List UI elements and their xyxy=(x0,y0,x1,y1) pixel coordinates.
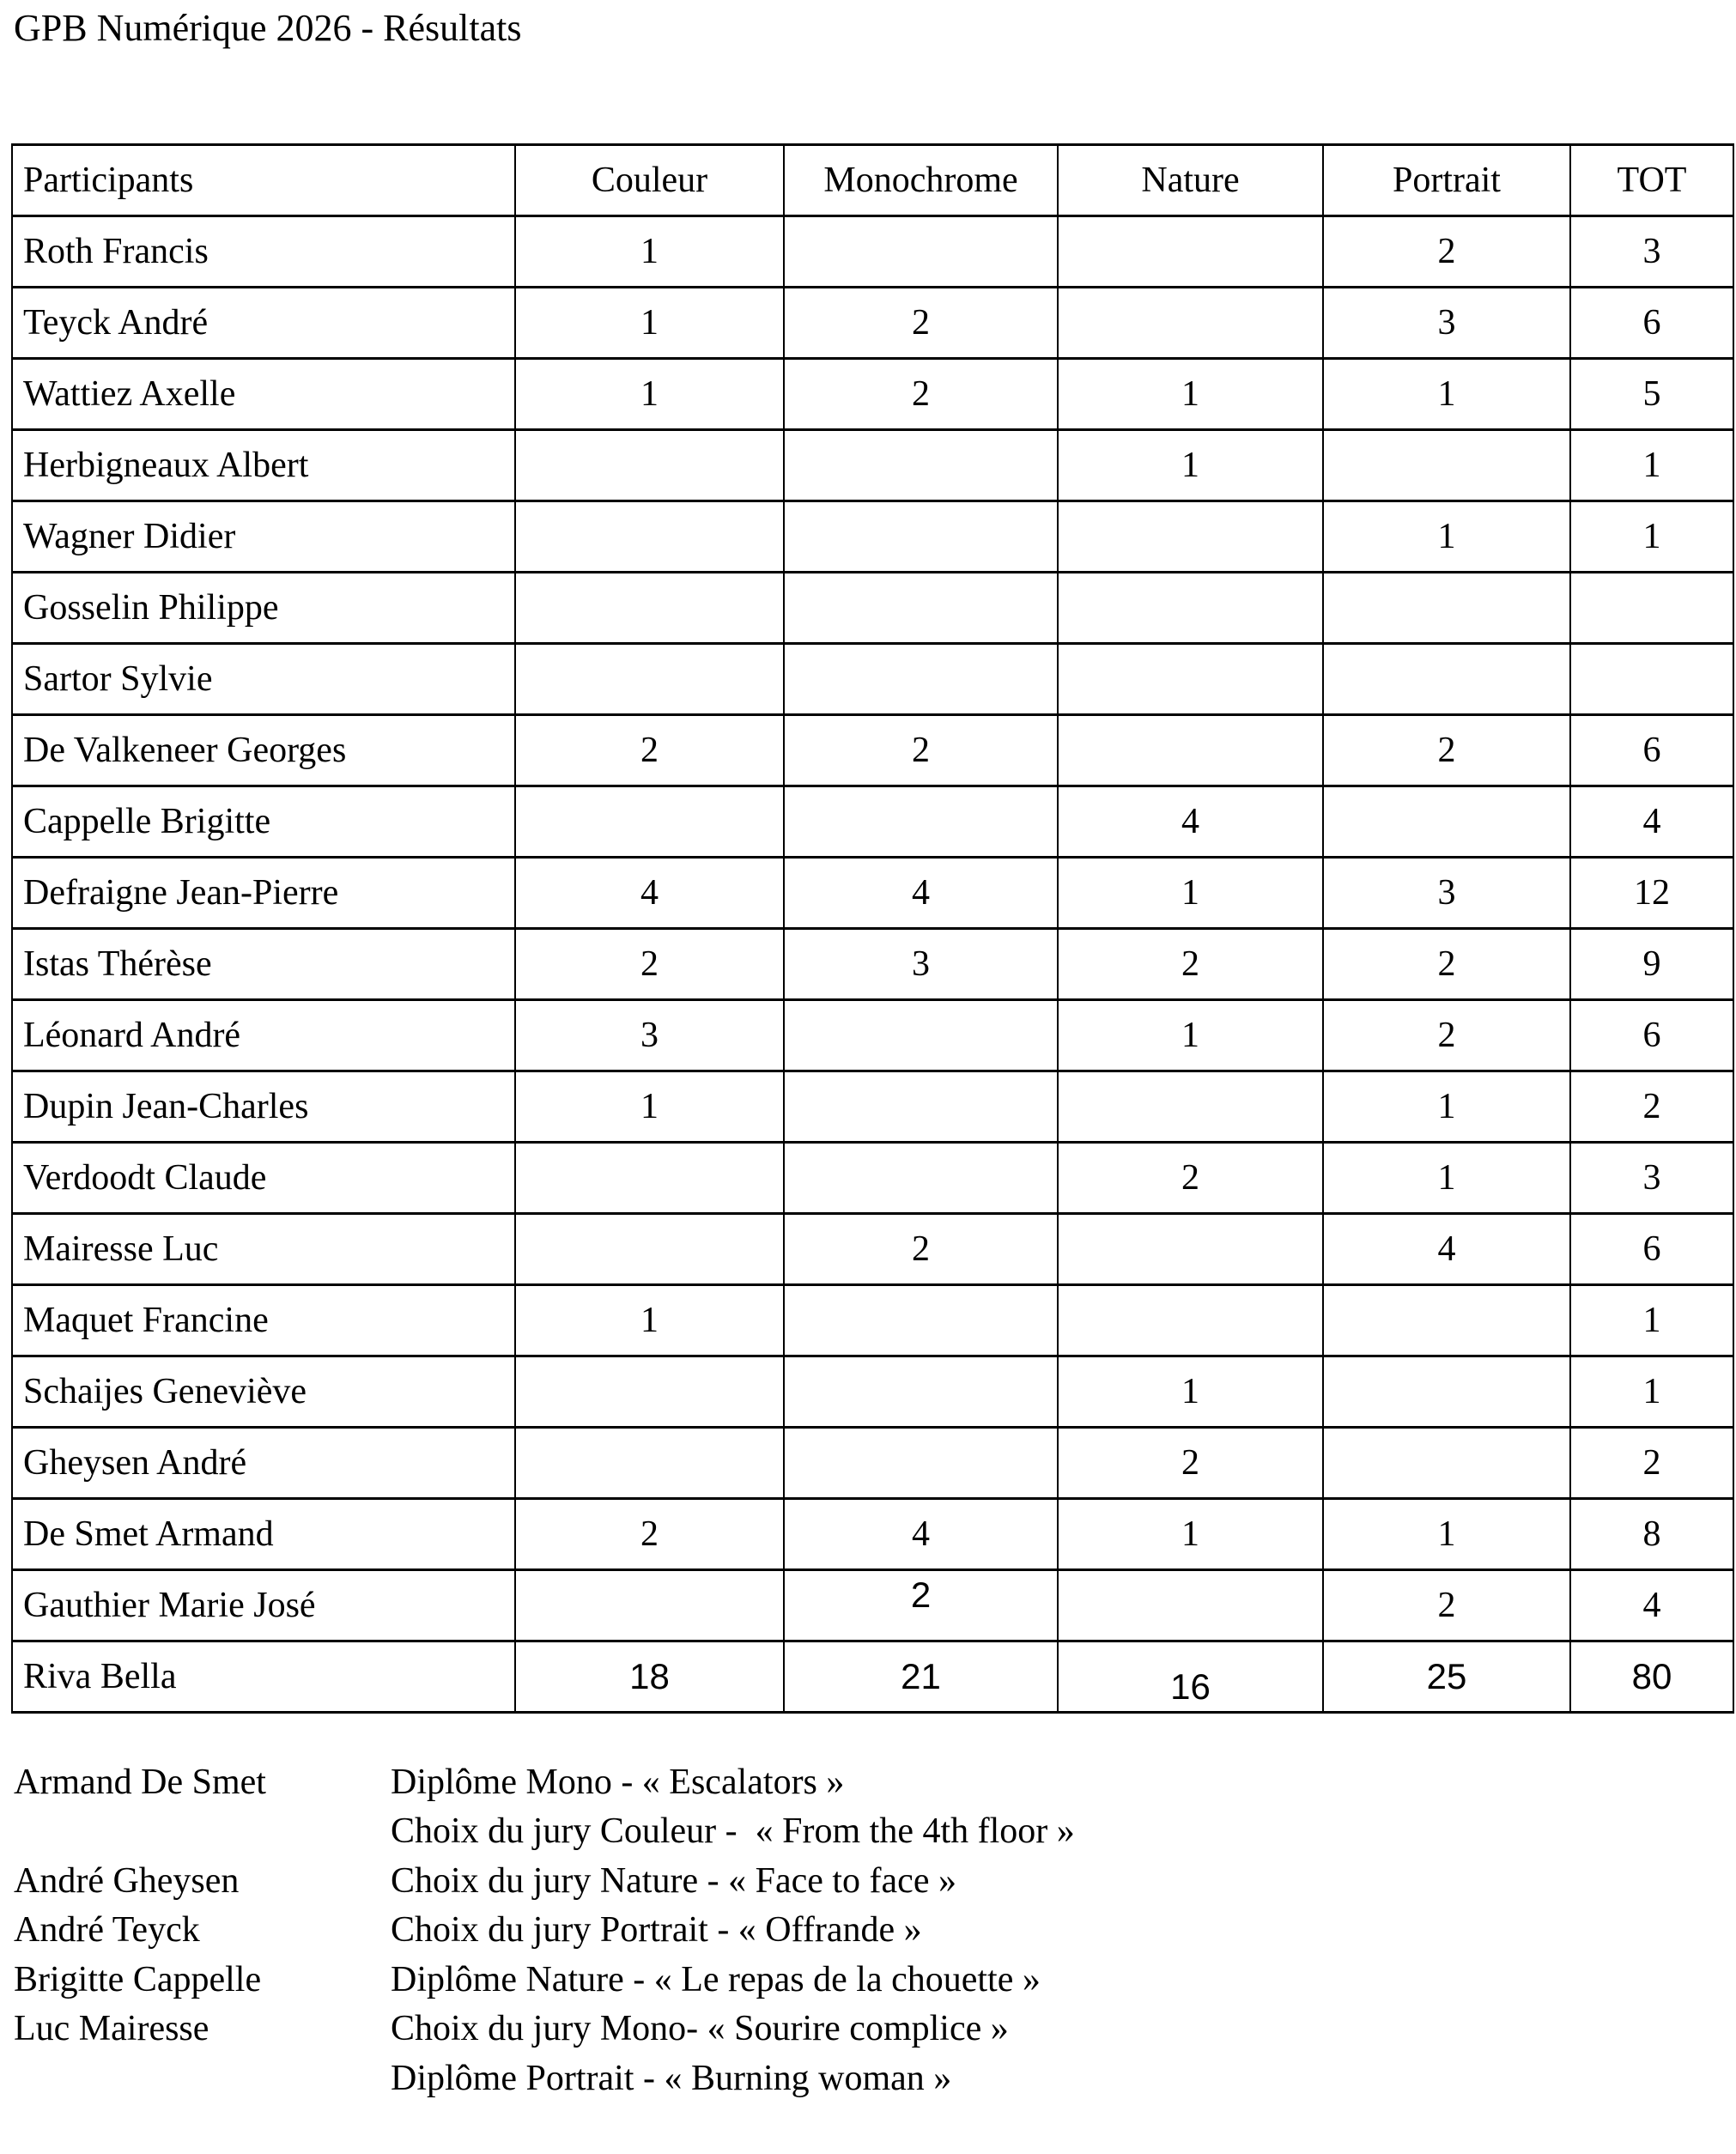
score-value: 2 xyxy=(912,730,930,770)
score-cell xyxy=(1058,1284,1323,1356)
score-value: 4 xyxy=(1642,1585,1661,1625)
total-cell xyxy=(1570,999,1733,1071)
score-value: 21 xyxy=(901,1655,941,1696)
score-cell xyxy=(515,501,784,572)
total-cell xyxy=(1570,643,1733,714)
score-cell xyxy=(1323,714,1570,786)
score-value: 9 xyxy=(1642,944,1661,984)
table-row xyxy=(12,215,1733,287)
score-value: 8 xyxy=(1642,1514,1661,1554)
score-cell xyxy=(784,1498,1058,1569)
score-cell xyxy=(1058,1569,1323,1641)
table-row xyxy=(12,857,1733,928)
table-row xyxy=(12,1356,1733,1427)
participant-name-cell: Riva Bella xyxy=(12,1641,515,1712)
score-value: 1 xyxy=(640,1300,659,1340)
score-value: 3 xyxy=(1437,872,1456,913)
score-value: 1 xyxy=(640,231,659,271)
header-cell-monochrome: Monochrome xyxy=(784,144,1058,215)
score-cell xyxy=(1323,1569,1570,1641)
score-cell xyxy=(515,1427,784,1498)
score-value: 4 xyxy=(1642,801,1661,841)
score-value: 2 xyxy=(912,373,930,414)
total-cell xyxy=(1570,429,1733,501)
score-value: 16 xyxy=(1170,1666,1211,1707)
score-cell xyxy=(1323,1142,1570,1213)
score-value: 2 xyxy=(1181,944,1199,984)
award-row xyxy=(14,1906,1736,1956)
score-cell xyxy=(1058,1427,1323,1498)
score-value: 4 xyxy=(1181,801,1199,841)
score-cell xyxy=(1058,857,1323,928)
score-cell xyxy=(515,358,784,429)
score-cell xyxy=(784,287,1058,358)
award-row xyxy=(14,2005,1736,2054)
score-cell xyxy=(1323,643,1570,714)
participant-name-cell: Mairesse Luc xyxy=(12,1213,515,1284)
total-cell xyxy=(1570,1498,1733,1569)
score-value: 1 xyxy=(1437,1157,1456,1198)
table-row xyxy=(12,1569,1733,1641)
awards-section xyxy=(14,1758,1736,2104)
score-cell xyxy=(515,857,784,928)
score-cell xyxy=(1323,1213,1570,1284)
participant-name-cell: Gauthier Marie José xyxy=(12,1569,515,1641)
score-cell xyxy=(784,572,1058,643)
score-cell xyxy=(515,1071,784,1142)
award-description: Diplôme Mono - « Escalators » xyxy=(391,1762,845,1802)
score-value: 1 xyxy=(1642,1300,1661,1340)
score-value: 2 xyxy=(640,944,659,984)
total-cell xyxy=(1570,358,1733,429)
award-row xyxy=(14,2054,1736,2104)
score-cell xyxy=(515,1498,784,1569)
score-value: 4 xyxy=(1437,1229,1456,1269)
header-cell-participants: Participants xyxy=(12,144,515,215)
award-recipient: André Teyck xyxy=(14,1910,200,1951)
score-cell xyxy=(784,928,1058,999)
participant-name-cell: Herbigneaux Albert xyxy=(12,429,515,501)
score-cell xyxy=(1323,287,1570,358)
score-cell xyxy=(784,1427,1058,1498)
score-value: 80 xyxy=(1631,1655,1672,1696)
score-value: 3 xyxy=(1437,302,1456,343)
total-cell xyxy=(1570,1213,1733,1284)
total-cell xyxy=(1570,1641,1733,1712)
score-value: 6 xyxy=(1642,1229,1661,1269)
score-value: 4 xyxy=(640,872,659,913)
score-cell xyxy=(1058,287,1323,358)
total-cell xyxy=(1570,1569,1733,1641)
participant-name-cell: Dupin Jean-Charles xyxy=(12,1071,515,1142)
header-cell-couleur: Couleur xyxy=(515,144,784,215)
score-cell xyxy=(1058,358,1323,429)
score-value: 6 xyxy=(1642,1015,1661,1055)
score-value: 2 xyxy=(1181,1442,1199,1483)
score-cell xyxy=(784,215,1058,287)
score-value: 2 xyxy=(640,730,659,770)
score-value: 1 xyxy=(1181,1371,1199,1411)
score-value: 1 xyxy=(1642,1371,1661,1411)
score-value: 2 xyxy=(1437,231,1456,271)
total-cell xyxy=(1570,1071,1733,1142)
score-cell xyxy=(515,215,784,287)
total-cell xyxy=(1570,1427,1733,1498)
score-cell xyxy=(784,1071,1058,1142)
header-cell-portrait: Portrait xyxy=(1323,144,1570,215)
score-cell xyxy=(784,1569,1058,1641)
header-row xyxy=(12,144,1733,215)
score-value: 1 xyxy=(1437,516,1456,556)
score-value: 6 xyxy=(1642,730,1661,770)
score-cell xyxy=(784,786,1058,857)
total-cell xyxy=(1570,572,1733,643)
score-value: 2 xyxy=(910,1574,932,1615)
score-cell xyxy=(1323,1284,1570,1356)
award-row xyxy=(14,1758,1736,1808)
score-cell xyxy=(515,287,784,358)
table-row xyxy=(12,572,1733,643)
total-cell xyxy=(1570,1356,1733,1427)
score-value: 4 xyxy=(912,872,930,913)
score-cell xyxy=(515,1569,784,1641)
score-value: 1 xyxy=(1181,1514,1199,1554)
score-cell xyxy=(1058,786,1323,857)
table-row xyxy=(12,1427,1733,1498)
score-cell xyxy=(1058,215,1323,287)
score-value: 1 xyxy=(640,302,659,343)
score-value: 12 xyxy=(1634,872,1670,913)
total-cell xyxy=(1570,1142,1733,1213)
page-title: GPB Numérique 2026 - Résultats xyxy=(14,7,522,49)
table-row xyxy=(12,999,1733,1071)
table-row xyxy=(12,358,1733,429)
participant-name-cell: Defraigne Jean-Pierre xyxy=(12,857,515,928)
score-value: 2 xyxy=(1642,1086,1661,1126)
score-cell xyxy=(784,999,1058,1071)
score-value: 3 xyxy=(640,1015,659,1055)
score-cell xyxy=(515,1213,784,1284)
score-cell xyxy=(1323,928,1570,999)
score-cell xyxy=(515,429,784,501)
score-value: 3 xyxy=(1642,231,1661,271)
award-description: Choix du jury Mono- « Sourire complice » xyxy=(391,2009,1009,2049)
score-cell xyxy=(784,714,1058,786)
score-cell xyxy=(1058,928,1323,999)
score-value: 2 xyxy=(1437,944,1456,984)
participant-name-cell: Léonard André xyxy=(12,999,515,1071)
score-cell xyxy=(1323,1071,1570,1142)
score-value: 2 xyxy=(1181,1157,1199,1198)
score-value: 1 xyxy=(1181,1015,1199,1055)
score-cell xyxy=(1323,358,1570,429)
score-value: 2 xyxy=(640,1514,659,1554)
participant-name-cell: Sartor Sylvie xyxy=(12,643,515,714)
table-row xyxy=(12,786,1733,857)
score-cell xyxy=(515,1284,784,1356)
score-cell xyxy=(784,1142,1058,1213)
score-cell xyxy=(515,786,784,857)
score-cell xyxy=(1058,999,1323,1071)
table-row xyxy=(12,287,1733,358)
score-cell xyxy=(1058,714,1323,786)
participant-name-cell: Teyck André xyxy=(12,287,515,358)
header-cell-tot: TOT xyxy=(1570,144,1733,215)
award-description: Diplôme Nature - « Le repas de la chouette » xyxy=(391,1959,1041,1999)
participant-name-cell: Maquet Francine xyxy=(12,1284,515,1356)
score-cell xyxy=(784,643,1058,714)
score-cell xyxy=(784,1284,1058,1356)
participant-name-cell: Gheysen André xyxy=(12,1427,515,1498)
score-cell xyxy=(784,429,1058,501)
score-cell xyxy=(784,1213,1058,1284)
score-cell xyxy=(784,501,1058,572)
total-cell xyxy=(1570,287,1733,358)
score-cell xyxy=(1323,429,1570,501)
award-description: Choix du jury Couleur - « From the 4th floor » xyxy=(391,1811,1075,1852)
table-row xyxy=(12,429,1733,501)
award-description: Choix du jury Portrait - « Offrande » xyxy=(391,1910,922,1951)
results-table xyxy=(11,143,1734,1714)
participant-name-cell: Gosselin Philippe xyxy=(12,572,515,643)
score-value: 2 xyxy=(1437,730,1456,770)
participant-name-cell: Roth Francis xyxy=(12,215,515,287)
total-cell xyxy=(1570,857,1733,928)
score-cell xyxy=(1058,1641,1323,1712)
score-cell xyxy=(784,857,1058,928)
total-cell xyxy=(1570,928,1733,999)
score-value: 1 xyxy=(1437,373,1456,414)
score-cell xyxy=(1323,215,1570,287)
participant-name-cell: Schaijes Geneviève xyxy=(12,1356,515,1427)
score-value: 3 xyxy=(912,944,930,984)
score-value: 1 xyxy=(1181,373,1199,414)
participant-name-cell: Wattiez Axelle xyxy=(12,358,515,429)
table-row xyxy=(12,1641,1733,1712)
score-value: 1 xyxy=(640,1086,659,1126)
score-value: 1 xyxy=(1642,516,1661,556)
score-cell xyxy=(1058,1356,1323,1427)
table-row xyxy=(12,1142,1733,1213)
score-cell xyxy=(515,999,784,1071)
award-recipient: André Gheysen xyxy=(14,1860,240,1901)
award-recipient: Armand De Smet xyxy=(14,1762,266,1802)
table-row xyxy=(12,714,1733,786)
score-cell xyxy=(515,572,784,643)
score-cell xyxy=(1323,1641,1570,1712)
score-cell xyxy=(1323,999,1570,1071)
score-value: 4 xyxy=(912,1514,930,1554)
award-description: Diplôme Portrait - « Burning woman » xyxy=(391,2058,952,2098)
score-value: 18 xyxy=(629,1655,670,1696)
score-cell xyxy=(1323,857,1570,928)
score-value: 1 xyxy=(1437,1514,1456,1554)
score-cell xyxy=(515,1641,784,1712)
award-recipient: Luc Mairesse xyxy=(14,2009,209,2049)
score-cell xyxy=(1058,1498,1323,1569)
award-row xyxy=(14,1807,1736,1857)
participant-name-cell: Wagner Didier xyxy=(12,501,515,572)
award-row xyxy=(14,1857,1736,1907)
participant-name-cell: De Smet Armand xyxy=(12,1498,515,1569)
participant-name-cell: Verdoodt Claude xyxy=(12,1142,515,1213)
table-row xyxy=(12,643,1733,714)
score-value: 3 xyxy=(1642,1157,1661,1198)
score-value: 1 xyxy=(1181,445,1199,485)
total-cell xyxy=(1570,714,1733,786)
score-cell xyxy=(784,358,1058,429)
score-cell xyxy=(1323,572,1570,643)
score-value: 2 xyxy=(912,1229,930,1269)
score-cell xyxy=(1323,1427,1570,1498)
score-value: 2 xyxy=(1437,1015,1456,1055)
score-cell xyxy=(1323,1498,1570,1569)
score-cell xyxy=(784,1356,1058,1427)
participant-name-cell: De Valkeneer Georges xyxy=(12,714,515,786)
score-cell xyxy=(1058,1071,1323,1142)
score-value: 6 xyxy=(1642,302,1661,343)
table-row xyxy=(12,501,1733,572)
score-value: 1 xyxy=(1437,1086,1456,1126)
award-row xyxy=(14,1956,1736,2005)
score-value: 2 xyxy=(1437,1585,1456,1625)
score-cell xyxy=(1058,429,1323,501)
score-cell xyxy=(1058,643,1323,714)
score-value: 25 xyxy=(1426,1655,1467,1696)
score-value: 1 xyxy=(1181,872,1199,913)
score-value: 5 xyxy=(1642,373,1661,414)
score-cell xyxy=(1058,572,1323,643)
score-cell xyxy=(515,643,784,714)
score-value: 2 xyxy=(1642,1442,1661,1483)
total-cell xyxy=(1570,501,1733,572)
score-cell xyxy=(515,714,784,786)
participant-name-cell: Cappelle Brigitte xyxy=(12,786,515,857)
score-cell xyxy=(515,928,784,999)
table-row xyxy=(12,928,1733,999)
award-description: Choix du jury Nature - « Face to face » xyxy=(391,1860,956,1901)
participant-name-cell: Istas Thérèse xyxy=(12,928,515,999)
table-row xyxy=(12,1498,1733,1569)
score-cell xyxy=(1323,501,1570,572)
score-value: 1 xyxy=(1642,445,1661,485)
score-cell xyxy=(1058,1142,1323,1213)
score-value: 2 xyxy=(912,302,930,343)
total-cell xyxy=(1570,1284,1733,1356)
total-cell xyxy=(1570,786,1733,857)
score-value: 1 xyxy=(640,373,659,414)
score-cell xyxy=(515,1356,784,1427)
table-row xyxy=(12,1071,1733,1142)
table-row xyxy=(12,1284,1733,1356)
award-recipient: Brigitte Cappelle xyxy=(14,1959,262,1999)
table-row xyxy=(12,1213,1733,1284)
score-cell xyxy=(515,1142,784,1213)
score-cell xyxy=(1323,786,1570,857)
score-cell xyxy=(1058,501,1323,572)
score-cell xyxy=(1323,1356,1570,1427)
score-cell xyxy=(784,1641,1058,1712)
total-cell xyxy=(1570,215,1733,287)
header-cell-nature: Nature xyxy=(1058,144,1323,215)
score-cell xyxy=(1058,1213,1323,1284)
